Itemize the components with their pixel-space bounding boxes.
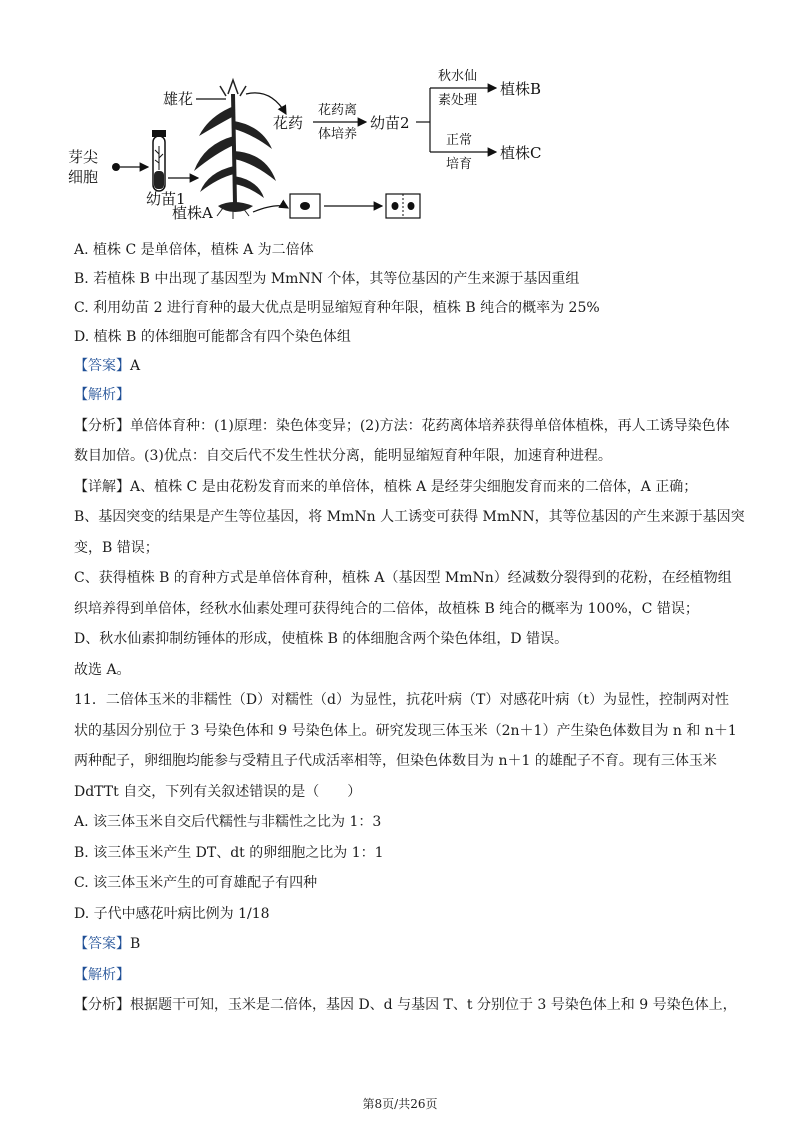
question-11-line-3: 两种配子，卵细胞均能参与受精且子代成活率相等，但染色体数目为 n＋1 的雄配子不育。现有三体玉米 — [74, 753, 717, 769]
normal-label-1: 正常 — [446, 133, 473, 148]
corn-plant-icon — [194, 80, 276, 219]
plant-c-label: 植株C — [500, 144, 542, 162]
page-footer: 第8页/共26页 — [362, 1097, 438, 1111]
question-11-line-2: 状的基因分别位于 3 号染色体和 9 号染色体上。研究发现三体玉米（2n＋1）产生染色体数目为 n 和 n＋1 — [74, 723, 737, 739]
question-11-line-4: DdTTt 自交，下列有关叙述错误的是（ ） — [74, 784, 362, 800]
analysis-line-1: 【分析】单倍体育种：(1)原理：染色体变异；(2)方法：花药离体培养获得单倍体植株，再人工诱导染色体 — [74, 418, 730, 434]
conclusion-line: 故选 A。 — [74, 662, 131, 678]
detail-line-c1: C、获得植株 B 的育种方式是单倍体育种，植株 A（基因型 MmNn）经减数分裂得到的花粉，在经植物组 — [74, 570, 732, 586]
option-c: C. 利用幼苗 2 进行育种的最大优点是明显缩短育种年限，植株 B 纯合的概率为 25% — [74, 300, 600, 316]
analysis-heading: 【解析】 — [74, 387, 130, 403]
cell-one-nucleus-icon — [290, 194, 320, 218]
option-a: A. 植株 C 是单倍体，植株 A 为二倍体 — [74, 242, 314, 258]
detail-line-c2: 织培养得到单倍体，经秋水仙素处理可获得纯合的二倍体，故植株 B 纯合的概率为 100%，C 错误； — [74, 601, 699, 617]
breeding-diagram — [68, 66, 568, 228]
bud-cell-label-2: 细胞 — [68, 168, 99, 186]
q11-analysis-line-1: 【分析】根据题干可知，玉米是二倍体，基因 D、d 与基因 T、t 分别位于 3 号染色体上和 9 号染色体上， — [74, 997, 737, 1013]
culture-label-2: 体培养 — [318, 127, 358, 142]
analysis-line-2: 数目加倍。(3)优点：自交后代不发生性状分离，能明显缩短育种年限，加速育种进程。 — [74, 448, 612, 464]
colchicine-label-2: 素处理 — [438, 93, 478, 108]
plant-b-label: 植株B — [500, 80, 542, 98]
question-11-line-1: 11．二倍体玉米的非糯性（D）对糯性（d）为显性，抗花叶病（T）对感花叶病（t）为显性，控制两对性 — [74, 692, 729, 708]
test-tube-icon — [152, 130, 166, 191]
seedling1-label: 幼苗1 — [146, 190, 186, 208]
normal-label-2: 培育 — [446, 157, 473, 172]
culture-label-1: 花药离 — [318, 103, 358, 118]
detail-line-b2: 变，B 错误； — [74, 540, 159, 556]
q11-option-a: A. 该三体玉米自交后代糯性与非糯性之比为 1：3 — [74, 814, 382, 830]
seedling2-label: 幼苗2 — [370, 114, 410, 132]
breeding-diagram-svg — [68, 66, 568, 228]
option-b: B. 若植株 B 中出现了基因型为 MmNN 个体，其等位基因的产生来源于基因重组 — [74, 271, 580, 287]
bud-cell-dot — [112, 163, 120, 171]
q11-option-b: B. 该三体玉米产生 DT、dt 的卵细胞之比为 1：1 — [74, 845, 384, 861]
male-flower-label: 雄花 — [163, 90, 194, 108]
arrow-to-cell-1 — [253, 206, 288, 212]
bud-cell-label-1: 芽尖 — [68, 148, 99, 166]
arrow-to-anther — [246, 93, 286, 114]
option-d: D. 植株 B 的体细胞可能都含有四个染色体组 — [74, 329, 351, 345]
plant-a-label: 植株A — [172, 204, 213, 222]
anther-label: 花药 — [273, 114, 304, 132]
q11-option-c: C. 该三体玉米产生的可育雄配子有四种 — [74, 875, 318, 891]
detail-line-a: 【详解】A、植株 C 是由花粉发育而来的单倍体，植株 A 是经芽尖细胞发育而来的二倍体，A 正确； — [74, 479, 698, 495]
cell-two-nuclei-icon — [386, 194, 420, 218]
q11-analysis-heading: 【解析】 — [74, 967, 130, 983]
detail-line-b1: B、基因突变的结果是产生等位基因，将 MmNn 人工诱变可获得 MmNN，其等位基因的产生来源于基因突 — [74, 509, 745, 525]
q11-option-d: D. 子代中感花叶病比例为 1/18 — [74, 906, 270, 922]
answer-line: 【答案】A — [74, 358, 141, 374]
q11-answer-line: 【答案】B — [74, 936, 141, 952]
detail-line-d: D、秋水仙素抑制纺锤体的形成，使植株 B 的体细胞含两个染色体组，D 错误。 — [74, 631, 569, 647]
colchicine-label-1: 秋水仙 — [438, 69, 478, 84]
